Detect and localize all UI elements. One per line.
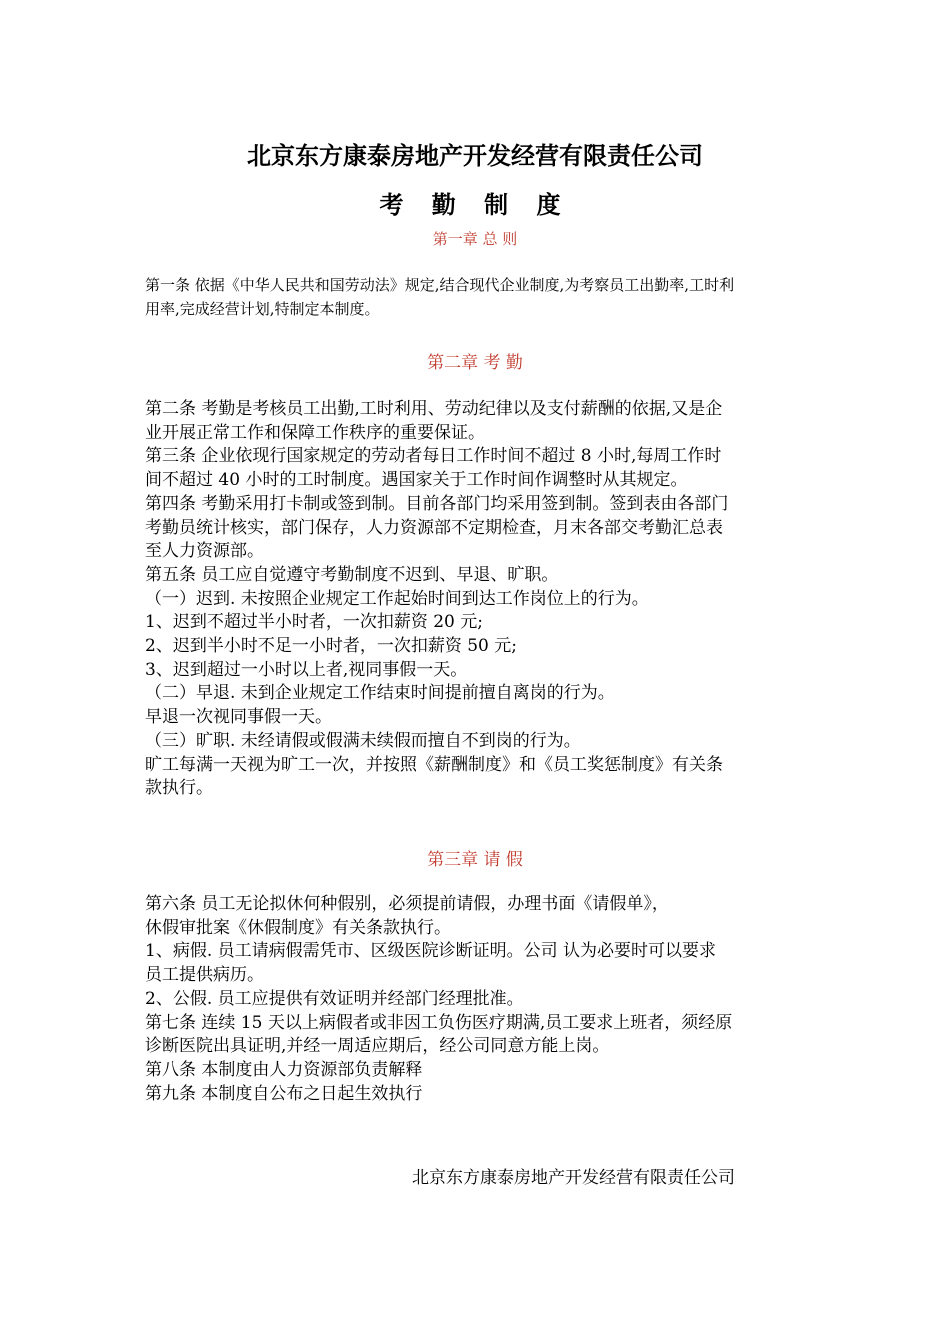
company-signature: 北京东方康泰房地产开发经营有限责任公司 (412, 1168, 735, 1188)
paragraph-line: 1、病假. 员工请病假需凭市、区级医院诊断证明。公司 认为必要时可以要求 (145, 941, 717, 962)
paragraph-line: 2、迟到半小时不足一小时者，一次扣薪资 50 元; (145, 636, 517, 657)
paragraph-line: （三）旷职. 未经请假或假满未续假而擅自不到岗的行为。 (145, 730, 581, 751)
paragraph-line: 第九条 本制度自公布之日起生效执行 (145, 1083, 423, 1104)
paragraph-line: 1、迟到不超过半小时者，一次扣薪资 20 元; (145, 612, 483, 633)
paragraph-line: 第三条 企业依现行国家规定的劳动者每日工作时间不超过 8 小时,每周工作时 (145, 446, 722, 467)
paragraph-line: （一）迟到. 未按照企业规定工作起始时间到达工作岗位上的行为。 (145, 588, 649, 609)
chapter-2-body (145, 398, 815, 801)
paragraph-line: 第一条 依据《中华人民共和国劳动法》规定,结合现代企业制度,为考察员工出勤率,工时利 (145, 276, 735, 294)
document-title: 考 勤 制 度 (379, 191, 571, 219)
company-title: 北京东方康泰房地产开发经营有限责任公司 (247, 142, 703, 170)
paragraph-line: 第六条 员工无论拟休何种假别，必须提前请假，办理书面《请假单》， (145, 894, 669, 914)
paragraph-line: 第四条 考勤采用打卡制或签到制。目前各部门均采用签到制。签到表由各部门 (145, 493, 729, 514)
paragraph-line: 旷工每满一天视为旷工一次，并按照《薪酬制度》和《员工奖惩制度》有关条 (145, 754, 723, 775)
chapter-3-body (145, 893, 815, 1106)
paragraph-line: 第八条 本制度由人力资源部负责解释 (145, 1059, 423, 1080)
paragraph-line: 第七条 连续 15 天以上病假者或非因工负伤医疗期满,员工要求上班者，须经原 (145, 1012, 733, 1033)
paragraph-line: 业开展正常工作和保障工作秩序的重要保证。 (145, 422, 485, 443)
paragraph-line: （二）早退. 未到企业规定工作结束时间提前擅自离岗的行为。 (145, 683, 615, 704)
paragraph-line: 至人力资源部。 (145, 541, 264, 562)
paragraph-line: 第二条 考勤是考核员工出勤,工时利用、劳动纪律以及支付薪酬的依据,又是企 (145, 399, 723, 419)
paragraph-line: 休假审批案《休假制度》有关条款执行。 (145, 917, 451, 938)
paragraph-line: 早退一次视同事假一天。 (145, 707, 332, 728)
paragraph-line: 员工提供病历。 (145, 965, 264, 986)
paragraph-line: 第五条 员工应自觉遵守考勤制度不迟到、早退、旷职。 (145, 564, 559, 585)
paragraph-line: 款执行。 (145, 778, 213, 799)
paragraph-line: 间不超过 40 小时的工时制度。遇国家关于工作时间作调整时从其规定。 (145, 470, 688, 491)
chapter-1-body (145, 273, 815, 321)
paragraph-line: 考勤员统计核实，部门保存，人力资源部不定期检查，月末各部交考勤汇总表 (145, 517, 723, 538)
paragraph-line: 用率,完成经营计划,特制定本制度。 (145, 300, 380, 318)
paragraph-line: 诊断医院出具证明,并经一周适应期后，经公司同意方能上岗。 (145, 1036, 610, 1057)
chapter-1-heading: 第一章 总 则 (432, 230, 518, 248)
paragraph-line: 2、公假. 员工应提供有效证明并经部门经理批准。 (145, 988, 524, 1009)
chapter-3-heading: 第三章 请 假 (427, 850, 523, 870)
paragraph-line: 3、迟到超过一小时以上者,视同事假一天。 (145, 659, 468, 680)
chapter-2-heading: 第二章 考 勤 (427, 353, 523, 373)
